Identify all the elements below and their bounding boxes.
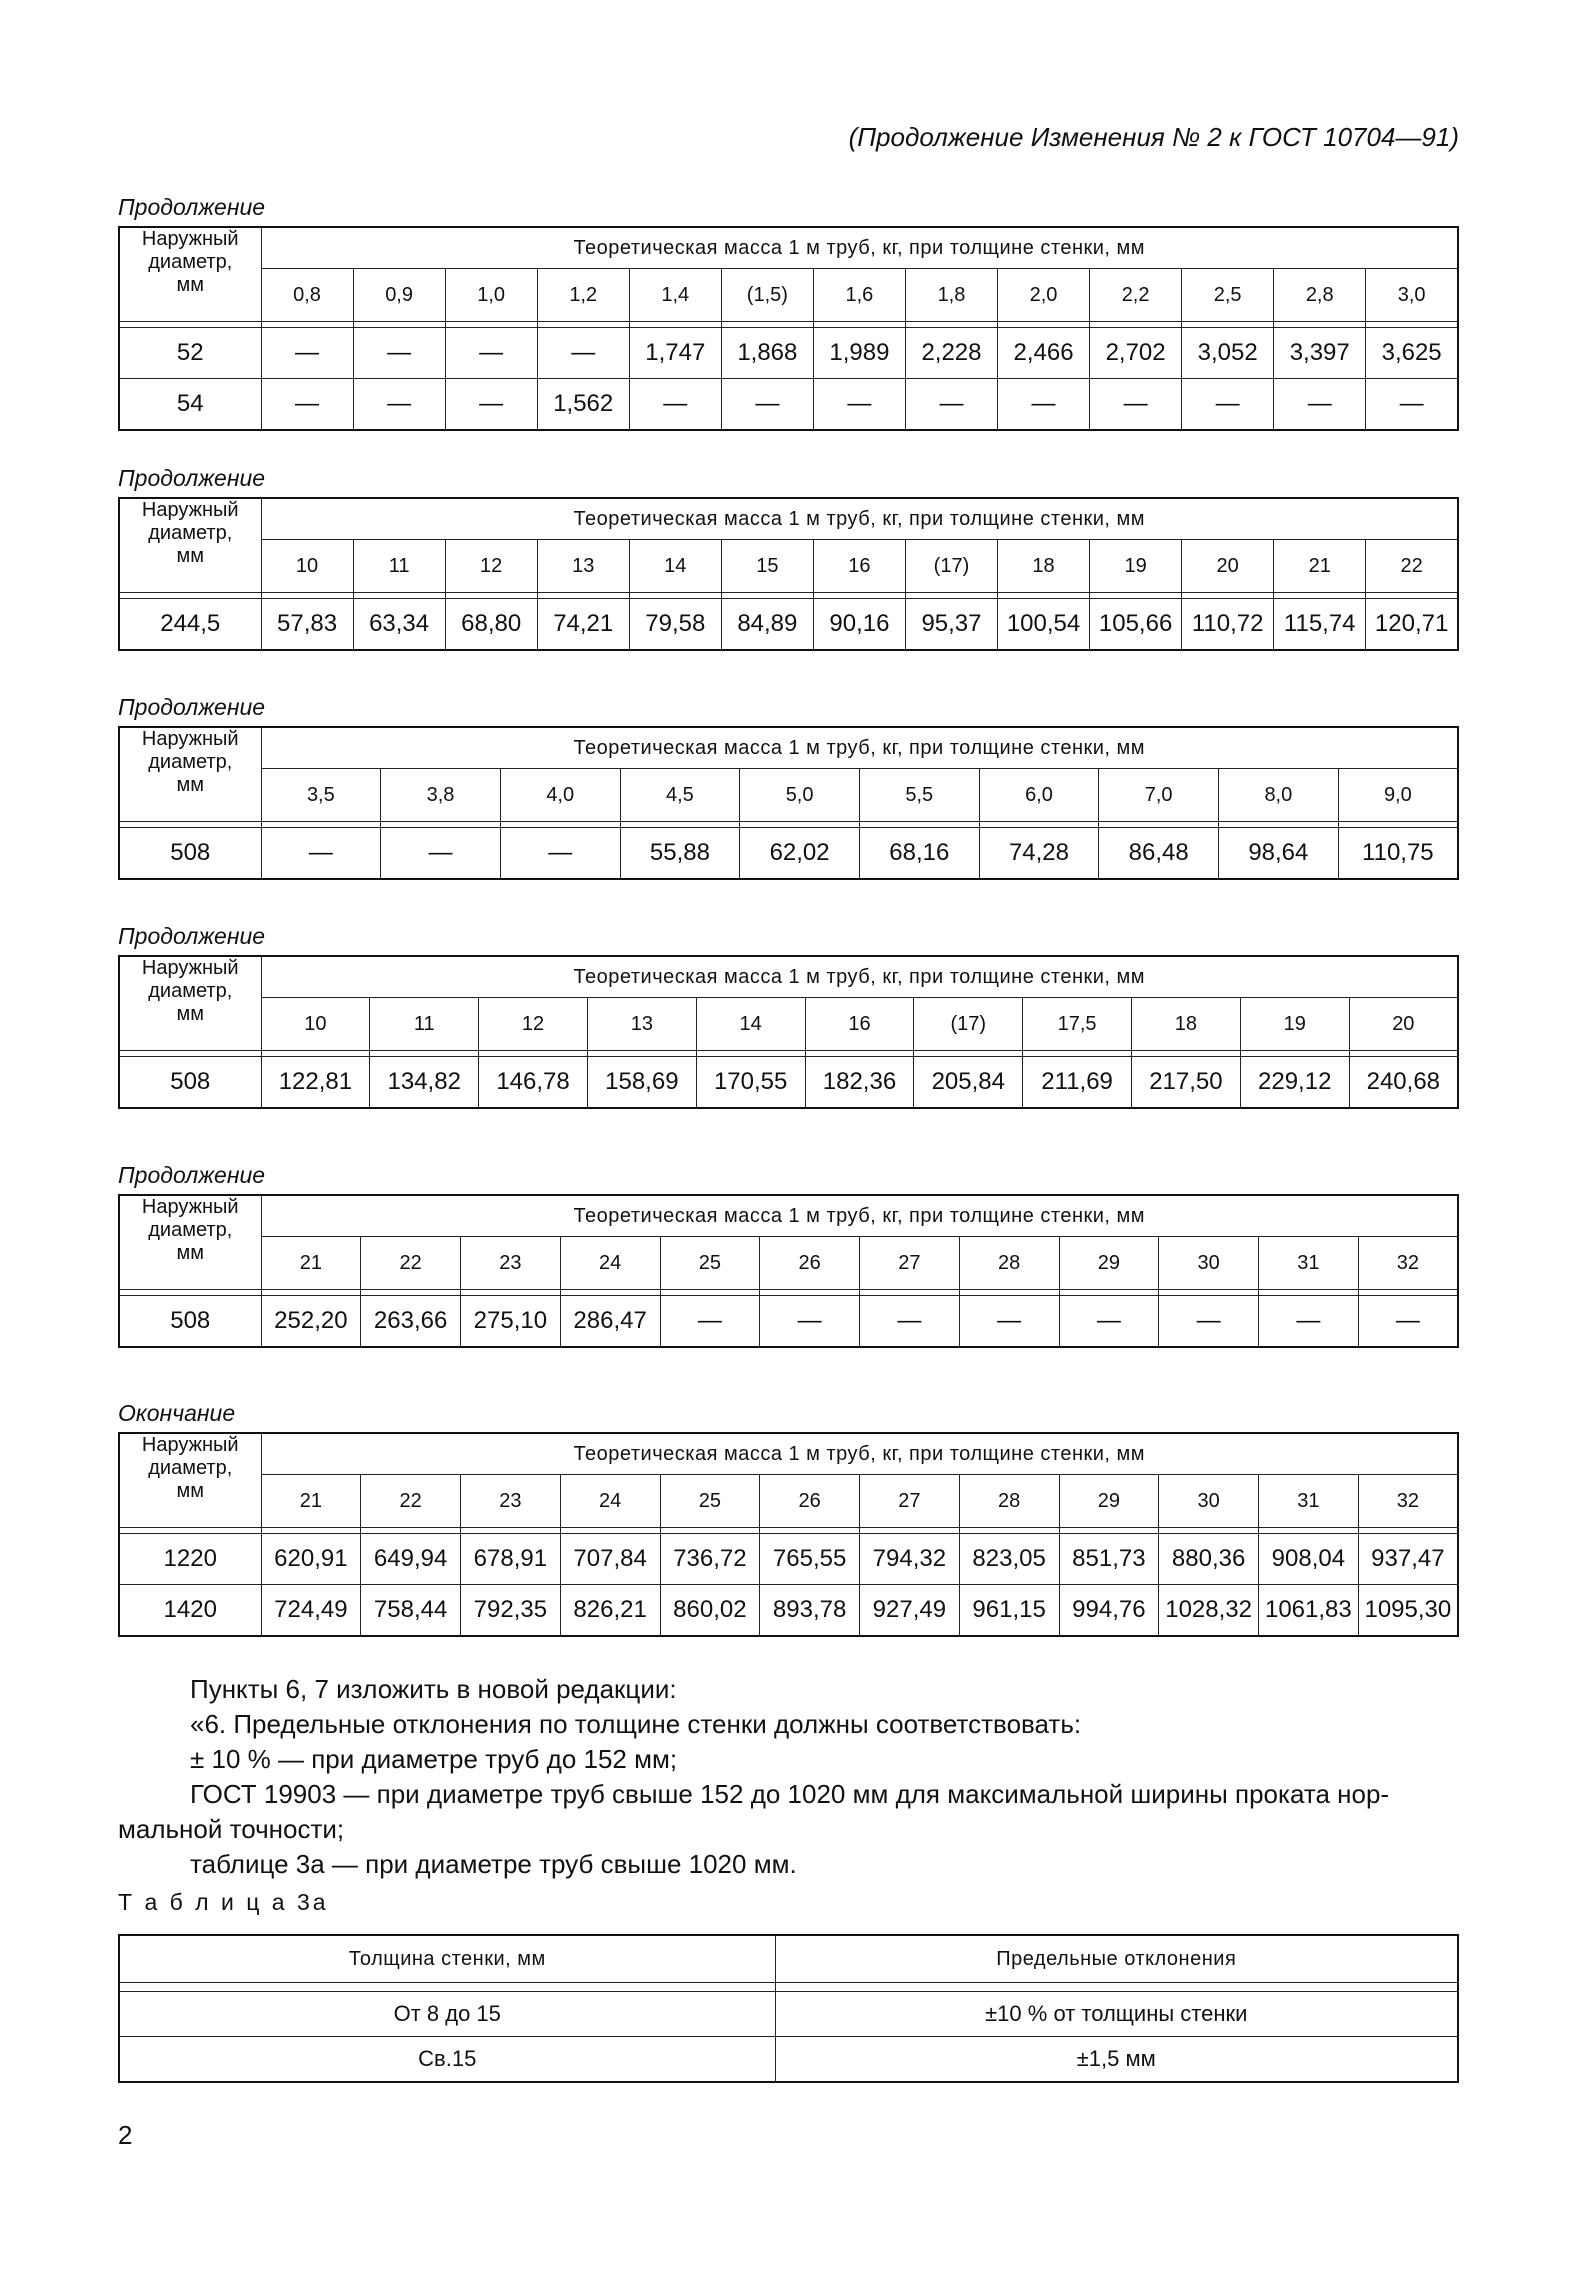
wall-thickness-header: 15 — [721, 540, 813, 593]
mass-value-cell: 63,34 — [353, 599, 445, 651]
mass-value-cell: 724,49 — [261, 1585, 361, 1637]
mass-value-cell: 98,64 — [1219, 828, 1339, 880]
mass-value-cell: 79,58 — [629, 599, 721, 651]
mass-value-cell: — — [1059, 1296, 1159, 1348]
mass-value-cell: — — [1259, 1296, 1359, 1348]
mass-value-cell: 134,82 — [370, 1057, 479, 1109]
mass-value-cell: 927,49 — [860, 1585, 960, 1637]
mass-value-cell: 851,73 — [1059, 1534, 1159, 1585]
mass-value-cell: — — [1159, 1296, 1259, 1348]
outer-diameter-header — [119, 956, 261, 1051]
mass-value-cell: 758,44 — [361, 1585, 461, 1637]
wall-thickness-header: 27 — [860, 1237, 960, 1290]
mass-value-cell: 62,02 — [740, 828, 860, 880]
mass-table-section — [118, 1398, 1459, 1637]
mass-header: Теоретическая масса 1 м труб, кг, при толщине стенки, мм — [261, 498, 1458, 540]
table-caption: Продолжение — [118, 194, 266, 220]
outer-diameter-header — [119, 227, 261, 322]
wall-thickness-header: 29 — [1059, 1237, 1159, 1290]
mass-value-cell: 68,16 — [859, 828, 979, 880]
mass-value-cell: 649,94 — [361, 1534, 461, 1585]
paragraph-tolerance-152: ± 10 % — при диаметре труб до 152 мм; — [190, 1744, 678, 1774]
mass-value-cell: — — [905, 379, 997, 431]
mass-value-cell: — — [629, 379, 721, 431]
wall-thickness-header: 4,5 — [620, 769, 740, 822]
paragraph-table-3a-ref: таблице 3а — при диаметре труб свыше 1020 мм. — [190, 1849, 797, 1879]
wall-thickness-header: 19 — [1240, 998, 1349, 1051]
outer-diameter-header-line: мм — [176, 774, 204, 796]
mass-value-cell: 110,72 — [1182, 599, 1274, 651]
wall-thickness-header: 31 — [1259, 1475, 1359, 1528]
table-caption: Продолжение — [118, 465, 266, 491]
mass-value-cell: — — [353, 328, 445, 379]
mass-value-cell: — — [1182, 379, 1274, 431]
table-row — [119, 1057, 1458, 1109]
wall-thickness-header: 28 — [959, 1475, 1059, 1528]
wall-thickness-header: 1,6 — [813, 269, 905, 322]
outer-diameter-header-line: диаметр, — [148, 522, 233, 544]
outer-diameter-header — [119, 1195, 261, 1290]
mass-table — [118, 955, 1459, 1109]
table-caption: Окончание — [118, 1400, 236, 1426]
outer-diameter-cell: 508 — [119, 1057, 261, 1109]
mass-value-cell: 620,91 — [261, 1534, 361, 1585]
table-row — [119, 828, 1458, 880]
mass-header: Теоретическая масса 1 м труб, кг, при толщине стенки, мм — [261, 227, 1458, 269]
mass-value-cell: 205,84 — [914, 1057, 1023, 1109]
mass-value-cell: — — [261, 379, 353, 431]
mass-value-cell: 263,66 — [361, 1296, 461, 1348]
wall-thickness-header: 21 — [261, 1237, 361, 1290]
mass-value-cell: 115,74 — [1274, 599, 1366, 651]
continuation-header: (Продолжение Изменения № 2 к ГОСТ 10704—91) — [848, 122, 1459, 152]
mass-value-cell: 765,55 — [760, 1534, 860, 1585]
mass-value-cell: — — [1366, 379, 1458, 431]
wall-thickness-header: 30 — [1159, 1237, 1259, 1290]
mass-value-cell: 146,78 — [479, 1057, 588, 1109]
outer-diameter-cell: 52 — [119, 328, 261, 379]
wall-thickness-header: 0,8 — [261, 269, 353, 322]
paragraph-item-6: «6. Предельные отклонения по толщине стенки должны соответствовать: — [190, 1709, 1082, 1739]
mass-value-cell: 826,21 — [560, 1585, 660, 1637]
mass-value-cell: — — [381, 828, 501, 880]
mass-value-cell: 120,71 — [1366, 599, 1458, 651]
outer-diameter-header-line: Наружный — [141, 499, 239, 521]
wall-thickness-header: 26 — [760, 1237, 860, 1290]
table-row — [119, 1534, 1458, 1585]
mass-value-cell: 1,562 — [537, 379, 629, 431]
wall-thickness-header: 3,8 — [381, 769, 501, 822]
wall-thickness-header: 23 — [461, 1475, 561, 1528]
wall-thickness-header: 22 — [361, 1475, 461, 1528]
mass-value-cell: 68,80 — [445, 599, 537, 651]
mass-value-cell: — — [660, 1296, 760, 1348]
wall-thickness-header: 2,0 — [998, 269, 1090, 322]
mass-value-cell: — — [1090, 379, 1182, 431]
paragraph-gost-19903-cont: мальной точности; — [118, 1814, 345, 1844]
mass-table-section — [118, 692, 1459, 880]
table-caption: Продолжение — [118, 923, 266, 949]
outer-diameter-header-line: диаметр, — [148, 1219, 233, 1241]
outer-diameter-cell: 1220 — [119, 1534, 261, 1585]
mass-value-cell: — — [445, 379, 537, 431]
wall-thickness-header: 25 — [660, 1237, 760, 1290]
mass-table — [118, 226, 1459, 431]
mass-value-cell: — — [1358, 1296, 1458, 1348]
mass-value-cell: 1028,32 — [1159, 1585, 1259, 1637]
mass-value-cell: 95,37 — [905, 599, 997, 651]
mass-value-cell: — — [261, 828, 381, 880]
outer-diameter-header — [119, 1433, 261, 1528]
wall-thickness-header: 2,8 — [1274, 269, 1366, 322]
mass-value-cell: 211,69 — [1023, 1057, 1132, 1109]
wall-thickness-header: 31 — [1259, 1237, 1359, 1290]
mass-value-cell: — — [860, 1296, 960, 1348]
mass-value-cell: — — [1274, 379, 1366, 431]
wall-thickness-header: (17) — [905, 540, 997, 593]
mass-value-cell: 217,50 — [1132, 1057, 1241, 1109]
wall-thickness-header: 5,0 — [740, 769, 860, 822]
outer-diameter-cell: 244,5 — [119, 599, 261, 651]
table-3a-cell: ±1,5 мм — [775, 2037, 1458, 2083]
mass-value-cell: 3,625 — [1366, 328, 1458, 379]
mass-value-cell: — — [721, 379, 813, 431]
outer-diameter-header — [119, 727, 261, 822]
mass-value-cell: 3,052 — [1182, 328, 1274, 379]
mass-table — [118, 497, 1459, 651]
wall-thickness-header: 10 — [261, 540, 353, 593]
mass-value-cell: — — [445, 328, 537, 379]
table-row — [119, 328, 1458, 379]
outer-diameter-header — [119, 498, 261, 593]
wall-thickness-header: 27 — [860, 1475, 960, 1528]
mass-table-section — [118, 463, 1459, 651]
mass-value-cell: 937,47 — [1358, 1534, 1458, 1585]
table-3a-cell: ±10 % от толщины стенки — [775, 1992, 1458, 2037]
mass-value-cell: 74,28 — [979, 828, 1099, 880]
wall-thickness-header: 2,2 — [1090, 269, 1182, 322]
wall-thickness-header: 18 — [998, 540, 1090, 593]
mass-value-cell: 2,702 — [1090, 328, 1182, 379]
wall-thickness-header: (17) — [914, 998, 1023, 1051]
mass-header: Теоретическая масса 1 м труб, кг, при толщине стенки, мм — [261, 956, 1458, 998]
outer-diameter-header-line: диаметр, — [148, 751, 233, 773]
wall-thickness-header: 22 — [1366, 540, 1458, 593]
mass-value-cell: 229,12 — [1240, 1057, 1349, 1109]
table-row — [119, 379, 1458, 431]
mass-value-cell: — — [500, 828, 620, 880]
wall-thickness-header: 14 — [696, 998, 805, 1051]
mass-value-cell: 158,69 — [587, 1057, 696, 1109]
mass-value-cell: 794,32 — [860, 1534, 960, 1585]
mass-value-cell: 252,20 — [261, 1296, 361, 1348]
mass-value-cell: 86,48 — [1099, 828, 1219, 880]
wall-thickness-header: 13 — [587, 998, 696, 1051]
wall-thickness-header: 13 — [537, 540, 629, 593]
wall-thickness-header: 8,0 — [1219, 769, 1339, 822]
table-row — [119, 1296, 1458, 1348]
mass-value-cell: 1,989 — [813, 328, 905, 379]
outer-diameter-header-line: мм — [176, 1480, 204, 1502]
wall-thickness-header: 24 — [560, 1475, 660, 1528]
mass-value-cell: 823,05 — [959, 1534, 1059, 1585]
wall-thickness-header: 29 — [1059, 1475, 1159, 1528]
outer-diameter-header-line: диаметр, — [148, 1457, 233, 1479]
mass-value-cell: 961,15 — [959, 1585, 1059, 1637]
outer-diameter-header-line: диаметр, — [148, 980, 233, 1002]
outer-diameter-header-line: Наружный — [141, 957, 239, 979]
wall-thickness-header: 32 — [1358, 1475, 1458, 1528]
wall-thickness-header: 1,4 — [629, 269, 721, 322]
wall-thickness-header: 14 — [629, 540, 721, 593]
wall-thickness-header: 12 — [445, 540, 537, 593]
outer-diameter-cell: 54 — [119, 379, 261, 431]
page-number: 2 — [118, 2120, 133, 2150]
wall-thickness-header: 21 — [1274, 540, 1366, 593]
wall-thickness-header: 12 — [479, 998, 588, 1051]
outer-diameter-cell: 508 — [119, 828, 261, 880]
wall-thickness-header: 20 — [1349, 998, 1458, 1051]
mass-value-cell: 678,91 — [461, 1534, 561, 1585]
wall-thickness-header: 32 — [1358, 1237, 1458, 1290]
mass-table — [118, 1194, 1459, 1348]
wall-thickness-header: 5,5 — [859, 769, 979, 822]
mass-value-cell: — — [959, 1296, 1059, 1348]
wall-thickness-header: 18 — [1132, 998, 1241, 1051]
table-3a-cell: От 8 до 15 — [119, 1992, 775, 2037]
mass-value-cell: 182,36 — [805, 1057, 914, 1109]
wall-thickness-header: 1,2 — [537, 269, 629, 322]
outer-diameter-header-line: мм — [176, 1003, 204, 1025]
mass-table-section — [118, 921, 1459, 1109]
mass-value-cell: 240,68 — [1349, 1057, 1458, 1109]
outer-diameter-header-line: Наружный — [141, 228, 239, 250]
mass-value-cell: — — [760, 1296, 860, 1348]
mass-header: Теоретическая масса 1 м труб, кг, при толщине стенки, мм — [261, 1195, 1458, 1237]
wall-thickness-header: 3,5 — [261, 769, 381, 822]
wall-thickness-header: 3,0 — [1366, 269, 1458, 322]
mass-table-section — [118, 192, 1459, 431]
wall-thickness-header: 9,0 — [1338, 769, 1458, 822]
wall-thickness-header: 19 — [1090, 540, 1182, 593]
mass-value-cell: 74,21 — [537, 599, 629, 651]
mass-value-cell: — — [813, 379, 905, 431]
mass-value-cell: 84,89 — [721, 599, 813, 651]
mass-value-cell: 90,16 — [813, 599, 905, 651]
table-3a-head-deviation: Предельные отклонения — [775, 1935, 1458, 1983]
wall-thickness-header: (1,5) — [721, 269, 813, 322]
wall-thickness-header: 17,5 — [1023, 998, 1132, 1051]
wall-thickness-header: 7,0 — [1099, 769, 1219, 822]
wall-thickness-header: 25 — [660, 1475, 760, 1528]
wall-thickness-header: 28 — [959, 1237, 1059, 1290]
outer-diameter-header-line: Наружный — [141, 1434, 239, 1456]
wall-thickness-header: 10 — [261, 998, 370, 1051]
table-caption: Продолжение — [118, 1162, 266, 1188]
mass-value-cell: 3,397 — [1274, 328, 1366, 379]
table-3a — [118, 1934, 1459, 2083]
wall-thickness-header: 21 — [261, 1475, 361, 1528]
wall-thickness-header: 0,9 — [353, 269, 445, 322]
mass-value-cell: 893,78 — [760, 1585, 860, 1637]
mass-value-cell: 57,83 — [261, 599, 353, 651]
outer-diameter-header-line: Наружный — [141, 1196, 239, 1218]
wall-thickness-header: 2,5 — [1182, 269, 1274, 322]
paragraph-gost-19903: ГОСТ 19903 — при диаметре труб свыше 152 до 1020 мм для максимальной ширины проката нор- — [190, 1779, 1390, 1809]
mass-value-cell: — — [353, 379, 445, 431]
mass-value-cell: 1,868 — [721, 328, 813, 379]
mass-value-cell: 1095,30 — [1358, 1585, 1458, 1637]
wall-thickness-header: 4,0 — [500, 769, 620, 822]
outer-diameter-cell: 508 — [119, 1296, 261, 1348]
wall-thickness-header: 16 — [805, 998, 914, 1051]
outer-diameter-cell: 1420 — [119, 1585, 261, 1637]
outer-diameter-header-line: мм — [176, 274, 204, 296]
wall-thickness-header: 11 — [353, 540, 445, 593]
outer-diameter-header-line: мм — [176, 545, 204, 567]
mass-value-cell: 908,04 — [1259, 1534, 1359, 1585]
wall-thickness-header: 23 — [461, 1237, 561, 1290]
table-3a-head-thickness: Толщина стенки, мм — [119, 1935, 775, 1983]
mass-value-cell: 110,75 — [1338, 828, 1458, 880]
mass-value-cell: 170,55 — [696, 1057, 805, 1109]
wall-thickness-header: 26 — [760, 1475, 860, 1528]
mass-table — [118, 726, 1459, 880]
mass-value-cell: 736,72 — [660, 1534, 760, 1585]
wall-thickness-header: 22 — [361, 1237, 461, 1290]
mass-value-cell: 880,36 — [1159, 1534, 1259, 1585]
mass-value-cell: 275,10 — [461, 1296, 561, 1348]
wall-thickness-header: 30 — [1159, 1475, 1259, 1528]
mass-value-cell: 2,466 — [998, 328, 1090, 379]
mass-value-cell: 122,81 — [261, 1057, 370, 1109]
mass-value-cell: 1,747 — [629, 328, 721, 379]
mass-value-cell: 55,88 — [620, 828, 740, 880]
mass-value-cell: 994,76 — [1059, 1585, 1159, 1637]
table-row — [119, 1585, 1458, 1637]
mass-value-cell: — — [261, 328, 353, 379]
mass-table-section — [118, 1160, 1459, 1348]
wall-thickness-header: 6,0 — [979, 769, 1099, 822]
outer-diameter-header-line: мм — [176, 1242, 204, 1264]
mass-value-cell: 100,54 — [998, 599, 1090, 651]
paragraph-items-6-7: Пункты 6, 7 изложить в новой редакции: — [190, 1674, 677, 1704]
mass-header: Теоретическая масса 1 м труб, кг, при толщине стенки, мм — [261, 727, 1458, 769]
table-row — [119, 599, 1458, 651]
outer-diameter-header-line: Наружный — [141, 728, 239, 750]
mass-value-cell: 2,228 — [905, 328, 997, 379]
mass-value-cell: — — [537, 328, 629, 379]
mass-value-cell: 105,66 — [1090, 599, 1182, 651]
outer-diameter-header-line: диаметр, — [148, 251, 233, 273]
mass-value-cell: 860,02 — [660, 1585, 760, 1637]
wall-thickness-header: 24 — [560, 1237, 660, 1290]
wall-thickness-header: 16 — [813, 540, 905, 593]
table-caption: Продолжение — [118, 694, 266, 720]
wall-thickness-header: 1,0 — [445, 269, 537, 322]
wall-thickness-header: 20 — [1182, 540, 1274, 593]
mass-value-cell: 792,35 — [461, 1585, 561, 1637]
mass-value-cell: — — [998, 379, 1090, 431]
table-3a-cell: Св.15 — [119, 2037, 775, 2083]
mass-value-cell: 707,84 — [560, 1534, 660, 1585]
wall-thickness-header: 11 — [370, 998, 479, 1051]
mass-table — [118, 1432, 1459, 1637]
table-3a-caption: Т а б л и ц а 3а — [118, 1889, 329, 1915]
wall-thickness-header: 1,8 — [905, 269, 997, 322]
mass-header: Теоретическая масса 1 м труб, кг, при толщине стенки, мм — [261, 1433, 1458, 1475]
mass-value-cell: 286,47 — [560, 1296, 660, 1348]
mass-value-cell: 1061,83 — [1259, 1585, 1359, 1637]
